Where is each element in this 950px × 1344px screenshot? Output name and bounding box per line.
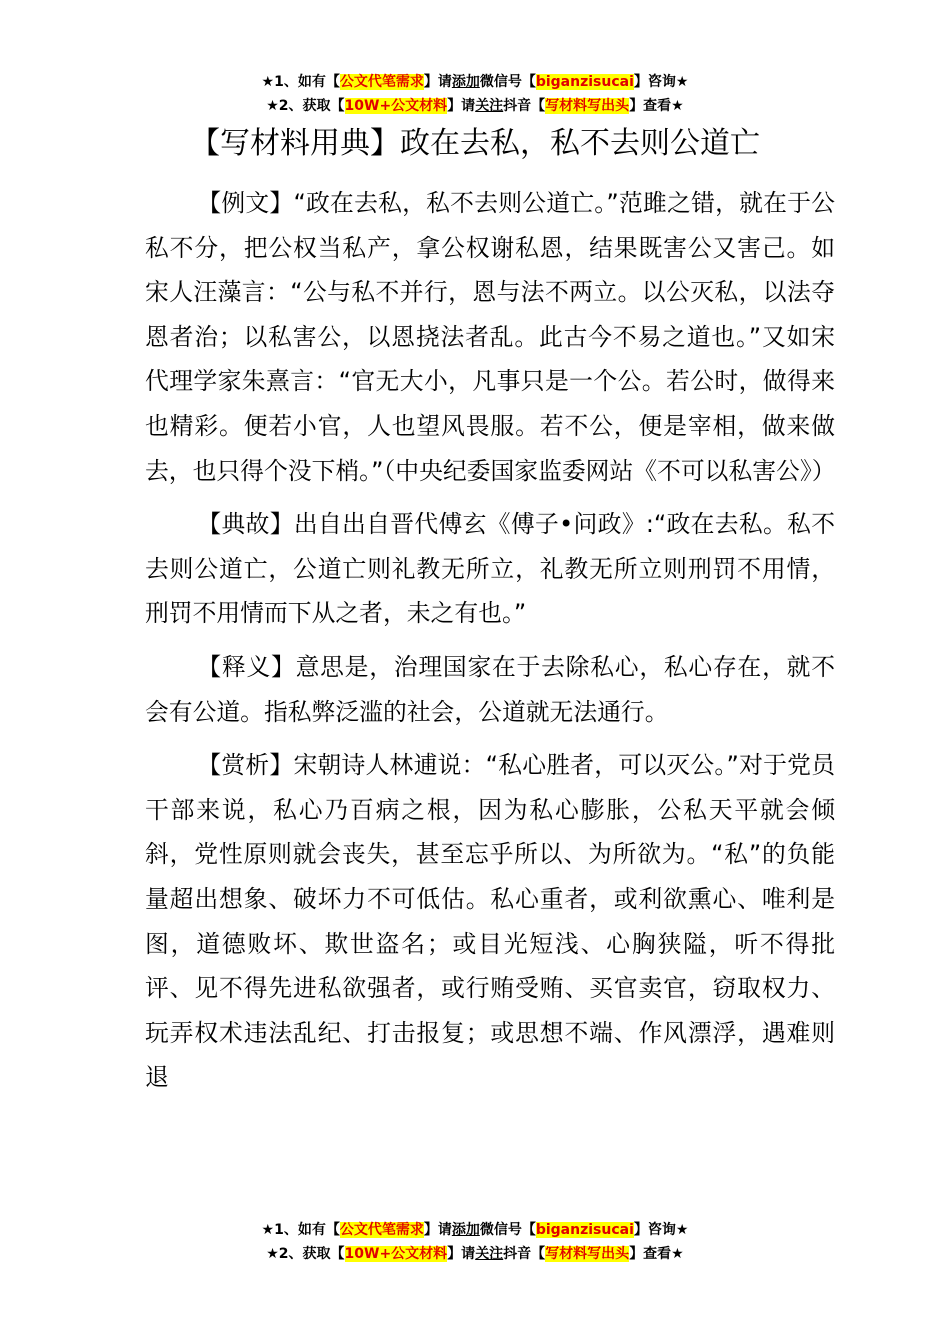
highlight-materials: 10W+公文材料 — [344, 1246, 448, 1262]
highlight-douyin: 写材料写出头 — [545, 1246, 630, 1262]
banner-line-2: ★2、获取【10W+公文材料】请关注抖音【写材料写出头】查看★ — [266, 1246, 684, 1262]
document-title: 【写材料用典】政在去私，私不去则公道亡 — [190, 126, 760, 161]
paragraph-meaning: 【释义】意思是，治理国家在于去除私心，私心存在，就不会有公道。指私弊泛滥的社会，公道就无法通行。 — [145, 652, 835, 726]
paragraph-example: 【例文】“政在去私，私不去则公道亡。”范雎之错，就在于公私不分，把公权当私产，拿公权谢私恩，结果既害公又害己。如宋人汪藻言：“公与私不并行，恩与法不两立。以公灭私，以法夺恩者治；以私害公，以恩挠法者乱。此古今不易之道也。”又如宋代理学家朱熹言：“官无大小，凡事只是一个公。若公时，做得来也精彩。便若小官，人也望风畏服。若不公，便是宰相，做来做去，也只得个没下梢。”（中央纪委国家监委网站《不可以私害公》） — [145, 189, 836, 485]
banner-line-2: ★2、获取【10W+公文材料】请关注抖音【写材料写出头】查看★ — [266, 98, 684, 114]
document-body — [145, 181, 835, 1100]
highlight-materials: 10W+公文材料 — [344, 98, 448, 114]
highlight-douyin: 写材料写出头 — [545, 98, 630, 114]
paragraph-allusion: 【典故】出自出自晋代傅玄《傅子•问政》:“政在去私。私不去则公道亡，公道亡则礼教无所立，礼教无所立则刑罚不用情，刑罚不用情而下从之者，未之有也。” — [145, 510, 835, 628]
paragraph-analysis: 【赏析】宋朝诗人林逋说：“私心胜者，可以灭公。”对于党员干部来说，私心乃百病之根，因为私心膨胀，公私天平就会倾斜，党性原则就会丧失，甚至忘乎所以、为所欲为。“私”的负能量超出想象、破坏力不可低估。私心重者，或利欲熏心、唯利是图，道德败坏、欺世盗名；或目光短浅、心胸狭隘，听不得批评、见不得先进私欲强者，或行贿受贿、买官卖官，窃取权力、玩弄权术违法乱纪、打击报复；或思想不端、作风漂浮，遇难则退 — [145, 751, 835, 1092]
header-banner — [0, 70, 950, 118]
highlight-service: 公文代笔需求 — [339, 74, 424, 90]
banner-line-1: ★1、如有【公文代笔需求】请添加微信号【biganzisucai】咨询★ — [261, 74, 689, 90]
highlight-wechat-id: biganzisucai — [535, 1222, 634, 1238]
footer-banner — [0, 1218, 950, 1266]
banner-line-1: ★1、如有【公文代笔需求】请添加微信号【biganzisucai】咨询★ — [261, 1222, 689, 1238]
highlight-service: 公文代笔需求 — [339, 1222, 424, 1238]
highlight-wechat-id: biganzisucai — [535, 74, 634, 90]
